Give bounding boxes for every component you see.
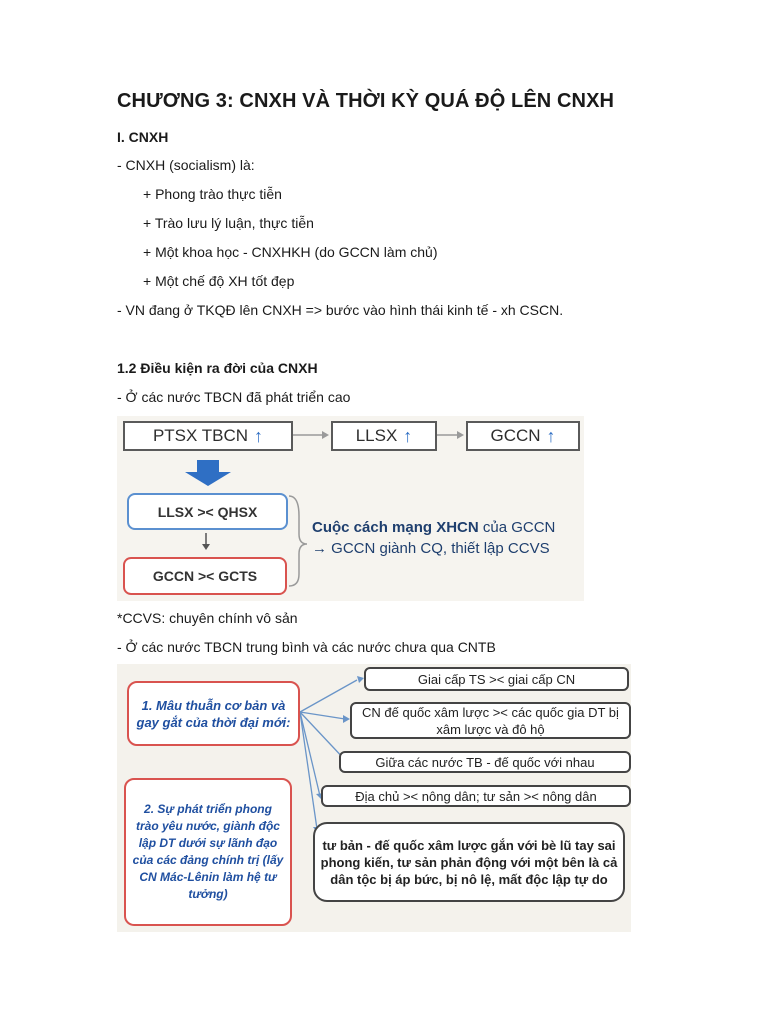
bullet-2: + Trào lưu lý luận, thực tiễn	[143, 215, 314, 231]
contradiction-imperialism: CN đế quốc xâm lược >< các quốc gia DT bị xâm lược và đô hộ	[350, 702, 631, 739]
box-llsx: LLSX ↑	[331, 421, 437, 451]
up-arrow-icon: ↑	[403, 425, 413, 446]
box-ptsx-tbcn: PTSX TBCN ↑	[123, 421, 293, 451]
diagram-developed-countries	[117, 416, 584, 601]
bullet-1: + Phong trào thực tiễn	[143, 186, 282, 202]
medium-countries-line: - Ở các nước TBCN trung bình và các nước chưa qua CNTB	[117, 639, 496, 655]
bullet-3: + Một khoa học - CNXHKH (do GCCN làm chủ)	[143, 244, 438, 260]
brace-icon	[289, 496, 307, 586]
ccvs-note: *CCVS: chuyên chính vô sản	[117, 610, 298, 626]
section-heading-conditions: 1.2 Điều kiện ra đời của CNXH	[117, 360, 318, 376]
diagram-medium-countries	[117, 664, 631, 932]
box-llsx-qhsx: LLSX >< QHSX	[127, 493, 288, 530]
down-arrow-icon	[185, 460, 231, 486]
up-arrow-icon: ↑	[546, 425, 556, 446]
cnxh-intro: - CNXH (socialism) là:	[117, 157, 255, 173]
developed-countries-line: - Ở các nước TBCN đã phát triển cao	[117, 389, 351, 405]
up-arrow-icon: ↑	[254, 425, 264, 446]
box-main-contradiction: 1. Mâu thuẫn cơ bản và gay gắt của thời đại mới:	[127, 681, 300, 746]
section-heading-cnxh: I. CNXH	[117, 129, 169, 145]
box-gccn-gcts: GCCN >< GCTS	[123, 557, 287, 595]
contradiction-tb-nations: Giữa các nước TB - đế quốc với nhau	[339, 751, 631, 773]
bullet-4: + Một chế độ XH tốt đẹp	[143, 273, 295, 289]
revolution-text: Cuộc cách mạng XHCN của GCCN → GCCN giành CQ, thiết lập CCVS	[312, 519, 556, 557]
box-gccn: GCCN ↑	[466, 421, 580, 451]
contradiction-ts-cn: Giai cấp TS >< giai cấp CN	[364, 667, 629, 691]
contradiction-landlord-peasant: Địa chủ >< nông dân; tư sản >< nông dân	[321, 785, 631, 807]
contradiction-nation-vs-imperialism: tư bản - đế quốc xâm lược gắn với bè lũ tay sai phong kiến, tư sản phản động với một bên là cả dân tộc bị áp bức, bị nô lệ, mất độc lập tự do	[313, 822, 625, 902]
vn-line: - VN đang ở TKQĐ lên CNXH => bước vào hình thái kinh tế - xh CSCN.	[117, 302, 564, 318]
page-title: CHƯƠNG 3: CNXH VÀ THỜI KỲ QUÁ ĐỘ LÊN CNXH	[117, 90, 615, 112]
box-patriotic-movement: 2. Sự phát triển phong trào yêu nước, giành độc lập DT dưới sự lãnh đạo của các đảng chính trị (lấy CN Mác-Lênin làm hệ tư tưởng)	[124, 778, 292, 926]
